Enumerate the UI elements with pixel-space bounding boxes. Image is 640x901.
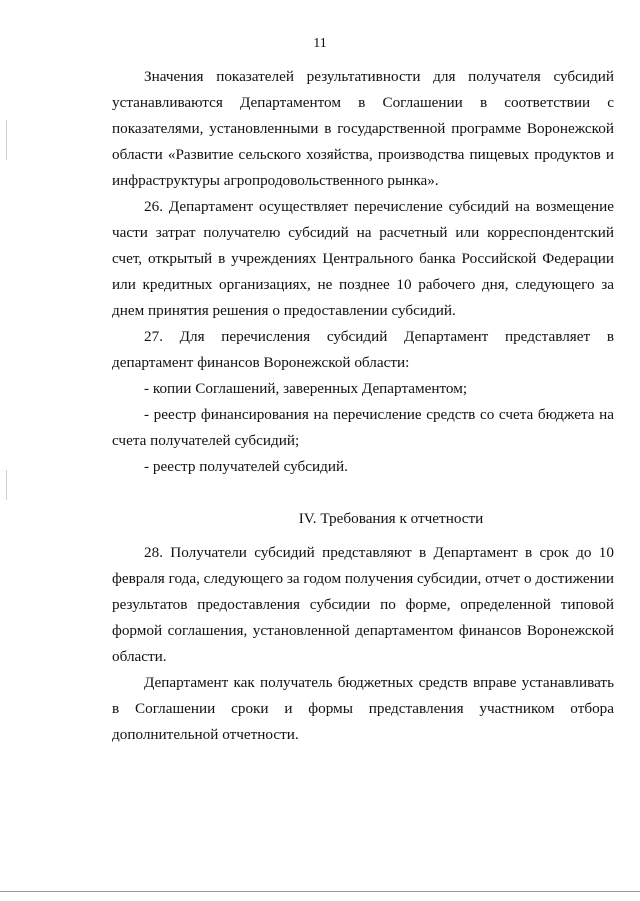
section-heading: IV. Требования к отчетности — [298, 510, 484, 527]
page-bottom-edge — [0, 891, 640, 892]
list-item-financing-register: - реестр финансирования на перечисление средств со счета бюджета на счета получателей субсидий; — [112, 406, 614, 449]
scan-edge-mark — [6, 470, 7, 500]
list-item-recipients-register: - реестр получателей субсидий. — [144, 458, 348, 475]
section-gap — [112, 480, 614, 506]
page-number: 11 — [313, 36, 327, 51]
scan-edge-mark — [6, 120, 7, 160]
list-item-agreement-copies: - копии Соглашений, заверенных Департаментом; — [144, 380, 468, 397]
heading-gap — [112, 532, 614, 540]
paragraph-additional-reporting: Департамент как получатель бюджетных средств вправе устанавливать в Соглашении сроки и формы представления участником отбора дополнительной отчетности. — [112, 674, 614, 743]
document-body — [112, 64, 614, 748]
paragraph-28: 28. Получатели субсидий представляют в Департамент в срок до 10 февраля года, следующего за годом получения субсидии, отчет о достижении результатов предоставления субсидии по форме, определенной типовой формой соглашения, установленной департаментом финансов Воронежской области. — [112, 544, 614, 665]
paragraph-26: 26. Департамент осуществляет перечисление субсидий на возмещение части затрат получателю субсидий на расчетный или корреспондентский счет, открытый в учреждениях Центрального банка Российской Федерации или кредитных организациях, не позднее 10 рабочего дня, следующего за днем принятия решения о предоставлении субсидий. — [112, 198, 614, 319]
paragraph-indicator-values: Значения показателей результативности для получателя субсидий устанавливаются Департаментом в Соглашении в соответствии с показателями, установленными в государственной программе Воронежской области «Развитие сельского хозяйства, производства пищевых продуктов и инфраструктуры агропродовольственного рынка». — [112, 68, 614, 189]
paragraph-27: 27. Для перечисления субсидий Департамент представляет в департамент финансов Воронежской области: — [112, 328, 614, 371]
